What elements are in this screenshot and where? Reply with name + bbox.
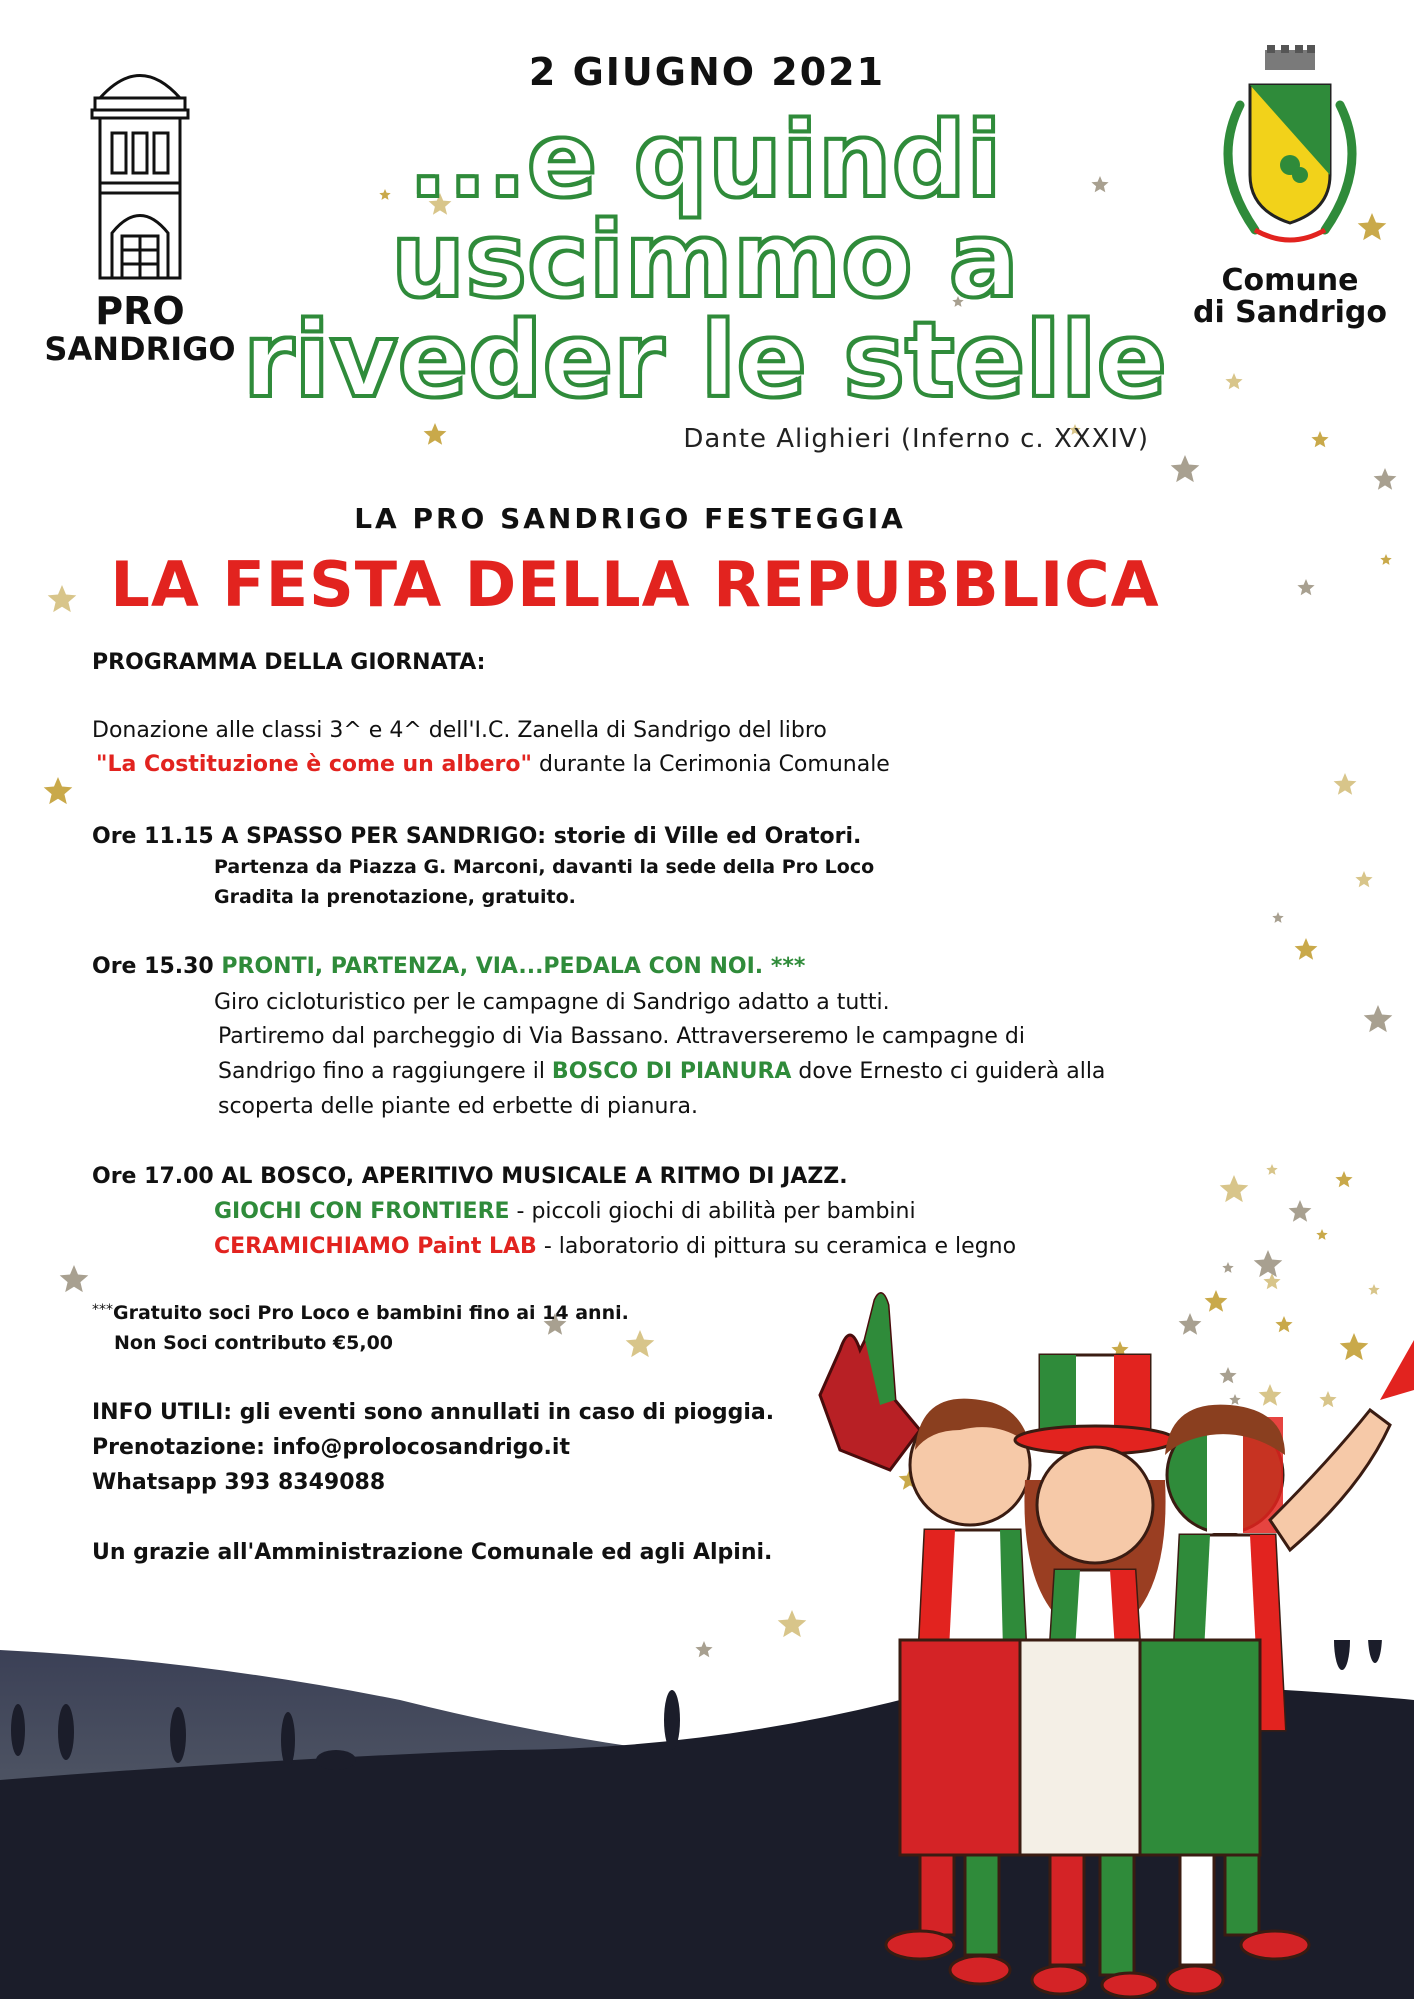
star-icon [1225,373,1242,389]
note-line-1: Gratuito soci Pro Loco e bambini fino ai 14 anni. [113,1302,629,1324]
program-heading: PROGRAMMA DELLA GIORNATA: [92,650,486,675]
event-1-time: Ore 11.15 [92,824,214,849]
star-icon [626,1330,655,1357]
star-icon [1311,431,1328,447]
star-icon [1297,579,1314,595]
pro-label: PRO [95,289,185,333]
page-title: LA FESTA DELLA REPUBBLICA [110,548,1160,621]
star-icon [1295,938,1318,960]
star-icon [1380,554,1391,565]
donation-rest: durante la Cerimonia Comunale [531,752,890,777]
star-icon [1316,1229,1327,1240]
note-stars: *** [92,1302,113,1318]
bosco-di-pianura: BOSCO DI PIANURA [551,1059,792,1084]
headline-line-1: ...e quindi [408,99,1002,221]
italian-fans-illustration [770,1280,1414,1999]
price-note-1 [92,1302,629,1324]
info-line-1: INFO UTILI: gli eventi sono annullati in caso di pioggia. [92,1400,775,1425]
subtitle: LA PRO SANDRIGO FESTEGGIA [354,502,906,535]
activity-1-name: GIOCHI CON FRONTIERE [214,1199,510,1224]
di-sandrigo-label: di Sandrigo [1192,295,1388,330]
star-icon [1355,871,1372,887]
event-2-time: Ore 15.30 [92,954,214,979]
star-icon [424,423,447,445]
event-date: 2 GIUGNO 2021 [528,50,886,94]
event-2-heading [92,954,805,979]
event-1-title: A SPASSO PER SANDRIGO: storie di Ville ed Oratori. [213,824,862,849]
activity-2-desc: - laboratorio di pittura su ceramica e legno [536,1234,1017,1259]
star-icon [1364,1005,1393,1032]
headline-line-3: riveder le stelle [242,299,1168,421]
star-icon [60,1265,89,1292]
foam-finger [820,1294,920,1470]
star-icon [1220,1175,1249,1202]
sandrigo-label: SANDRIGO [44,330,236,368]
pro-sandrigo-wordmark [30,289,250,368]
event-2-line-3 [218,1059,1105,1084]
star-icon [1289,1200,1312,1222]
headline [230,99,1180,421]
star-icon [1272,912,1283,923]
event-2-line-3c: dove Ernesto ci guiderà alla [791,1059,1106,1084]
star-icon [1266,1164,1277,1175]
event-2-line-2: Partiremo dal parcheggio di Via Bassano. Attraverseremo le campagne di [218,1024,1025,1049]
star-icon [44,777,73,804]
headline-line-2: uscimmo a [391,199,1019,321]
event-1-detail-1: Partenza da Piazza G. Marconi, davanti la sede della Pro Loco [214,856,875,878]
star-icon [1374,468,1397,490]
star-icon [1334,773,1357,795]
event-3-activity-1 [214,1199,916,1224]
donation-line: Donazione alle classi 3^ e 4^ dell'I.C. Zanella di Sandrigo del libro [92,718,827,743]
event-3-activity-2 [214,1234,1016,1259]
quote-author: Dante Alighieri (Inferno c. XXXIV) [683,424,1149,454]
info-line-2: Prenotazione: info@prolocosandrigo.it [92,1435,570,1460]
event-3-title: AL BOSCO, APERITIVO MUSICALE A RITMO DI JAZZ. [213,1164,848,1189]
event-2-line-4: scoperta delle piante ed erbette di pianura. [218,1094,698,1119]
event-1-heading [92,824,861,849]
star-icon [1254,1250,1283,1277]
star-icon [1171,455,1200,482]
activity-2-name: CERAMICHIAMO Paint LAB [214,1234,537,1259]
info-line-3: Whatsapp 393 8349088 [92,1470,386,1495]
event-1-detail-2: Gradita la prenotazione, gratuito. [214,886,576,908]
star-icon [1335,1171,1352,1187]
event-2-line-1: Giro cicloturistico per le campagne di Sandrigo adatto a tutti. [214,990,890,1015]
donation-book-line [96,752,890,777]
event-3-time: Ore 17.00 [92,1164,214,1189]
comune-label: Comune [1221,263,1359,298]
activity-1-desc: - piccoli giochi di abilità per bambini [509,1199,916,1224]
donation-book-title: "La Costituzione è come un albero" [96,752,532,777]
comune-wordmark [1170,265,1410,329]
event-2-title: PRONTI, PARTENZA, VIA...PEDALA CON NOI. *** [213,954,806,979]
star-icon [1222,1262,1233,1273]
price-note-2: Non Soci contributo €5,00 [114,1332,394,1354]
italian-flag [900,1640,1260,1855]
thanks-line: Un grazie all'Amministrazione Comunale ed agli Alpini. [92,1540,773,1565]
event-2-line-3a: Sandrigo fino a raggiungere il [218,1059,552,1084]
event-3-heading [92,1164,848,1189]
